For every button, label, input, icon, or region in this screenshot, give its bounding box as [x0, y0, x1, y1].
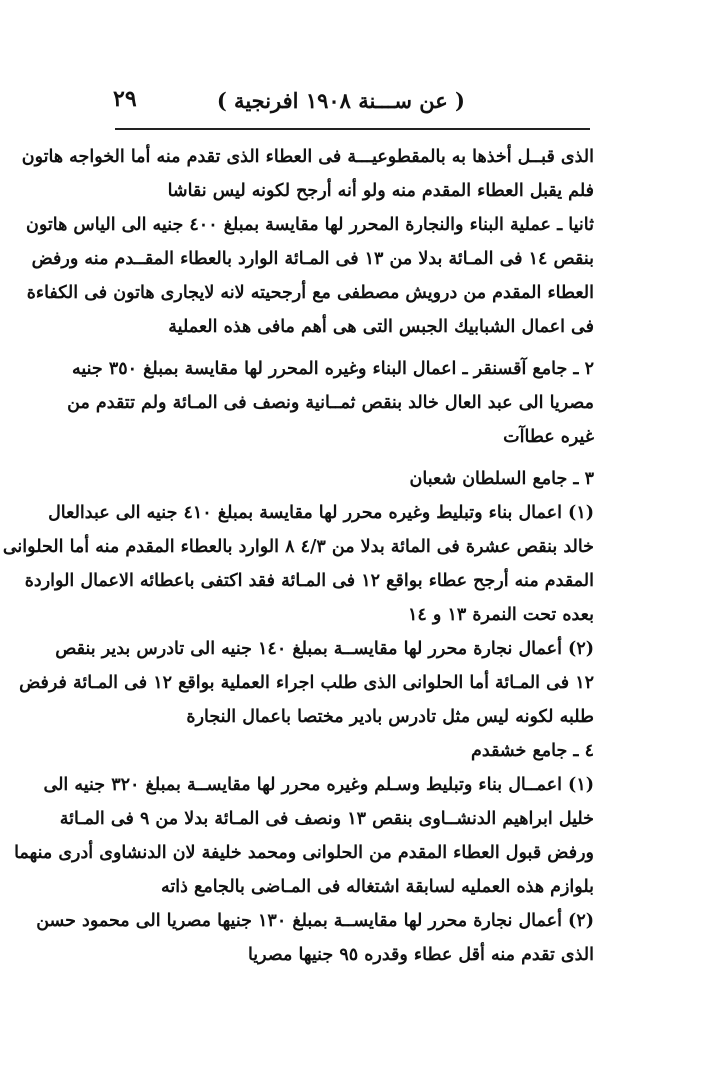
- text-line: (٢) أعمال نجارة محرر لها مقايســة بمبلغ ١٣٠ جنيها مصريا الى محمود حسن: [36, 911, 594, 931]
- text-line: ٣ ـ جامع السلطان شعبان: [409, 469, 594, 489]
- text-line: خالد بنقص عشرة فى المائة بدلا من ٤/٣ ٨ الوارد بالعطاء المقدم منه أما الحلوانى: [2, 537, 594, 557]
- body-text: [2, 140, 594, 972]
- text-line: (١) اعمــال بناء وتبليط وسـلم وغيره محرر لها مقايســة بمبلغ ٣٢٠ جنيه الى: [43, 775, 594, 795]
- text-line: ثانيا ـ عملية البناء والنجارة المحرر لها مقايسة بمبلغ ٤٠٠ جنيه الى الياس هاتون: [25, 215, 594, 235]
- text-line: فى اعمال الشبابيك الجبس التى هى أهم مافى هذه العملية: [168, 317, 594, 337]
- text-line: (٢) أعمال نجارة محرر لها مقايســة بمبلغ ١٤٠ جنيه الى تادرس بدير بنقص: [55, 639, 594, 659]
- paragraph-gap: [112, 344, 594, 352]
- text-line: ٢ ـ جامع آقسنقر ـ اعمال البناء وغيره المحرر لها مقايسة بمبلغ ٣٥٠ جنيه: [71, 359, 594, 379]
- text-line: العطاء المقدم من درويش مصطفى مع أرجحيته لانه لايجارى هاتون فى الكفاءة: [26, 283, 594, 303]
- text-line: ٤ ـ جامع خشقدم: [471, 741, 594, 761]
- text-line: (١) اعمال بناء وتبليط وغيره محرر لها مقايسة بمبلغ ٤١٠ جنيه الى عبدالعال: [48, 503, 594, 523]
- text-line: فلم يقبل العطاء المقدم منه ولو أنه أرجح لكونه ليس نقاشا: [167, 181, 594, 201]
- text-line: الذى تقدم منه أقل عطاء وقدره ٩٥ جنيها مصريا: [247, 945, 594, 965]
- text-line: مصريا الى عبد العال خالد بنقص ثمــانية ونصف فى المـائة ولم تتقدم من: [67, 393, 594, 413]
- text-line: بعده تحت النمرة ١٣ و ١٤: [408, 605, 594, 625]
- text-line: الذى قبــل أخذها به بالمقطوعيـــة فى العطاء الذى تقدم منه أما الخواجه هاتون: [21, 147, 594, 167]
- text-line: ١٢ فى المـائة أما الحلوانى الذى طلب اجراء العملية بواقع ١٢ فى المـائة فرفض: [19, 673, 594, 693]
- text-line: بلوازم هذه العمليه لسابقة اشتغاله فى المـاضى بالجامع ذاته: [161, 877, 594, 897]
- paragraph-gap: [112, 454, 594, 462]
- text-line: غيره عطاآت: [503, 427, 594, 447]
- text-line: خليل ابراهيم الدنشــاوى بنقص ١٣ ونصف فى المـائة بدلا من ٩ فى المـائة: [59, 809, 594, 829]
- page-header: [115, 84, 585, 124]
- text-line: ورفض قبول العطاء المقدم من الحلوانى ومحمد خليفة لان الدنشاوى أدرى منهما: [14, 843, 594, 863]
- header-rule: [115, 128, 590, 130]
- running-title: ( عن ســـنة ١٩٠٨ افرنجية ): [216, 88, 465, 113]
- text-line: طلبه لكونه ليس مثل تادرس بادير مختصا باعمال النجارة: [186, 707, 594, 727]
- text-line: المقدم منه أرجح عطاء بواقع ١٢ فى المـائة فقد اكتفى باعطائه الاعمال الواردة: [24, 571, 594, 591]
- text-line: بنقص ١٤ فى المـائة بدلا من ١٣ فى المـائة الوارد بالعطاء المقــدم منه ورفض: [31, 249, 594, 269]
- page-number: ٢٩: [113, 86, 137, 112]
